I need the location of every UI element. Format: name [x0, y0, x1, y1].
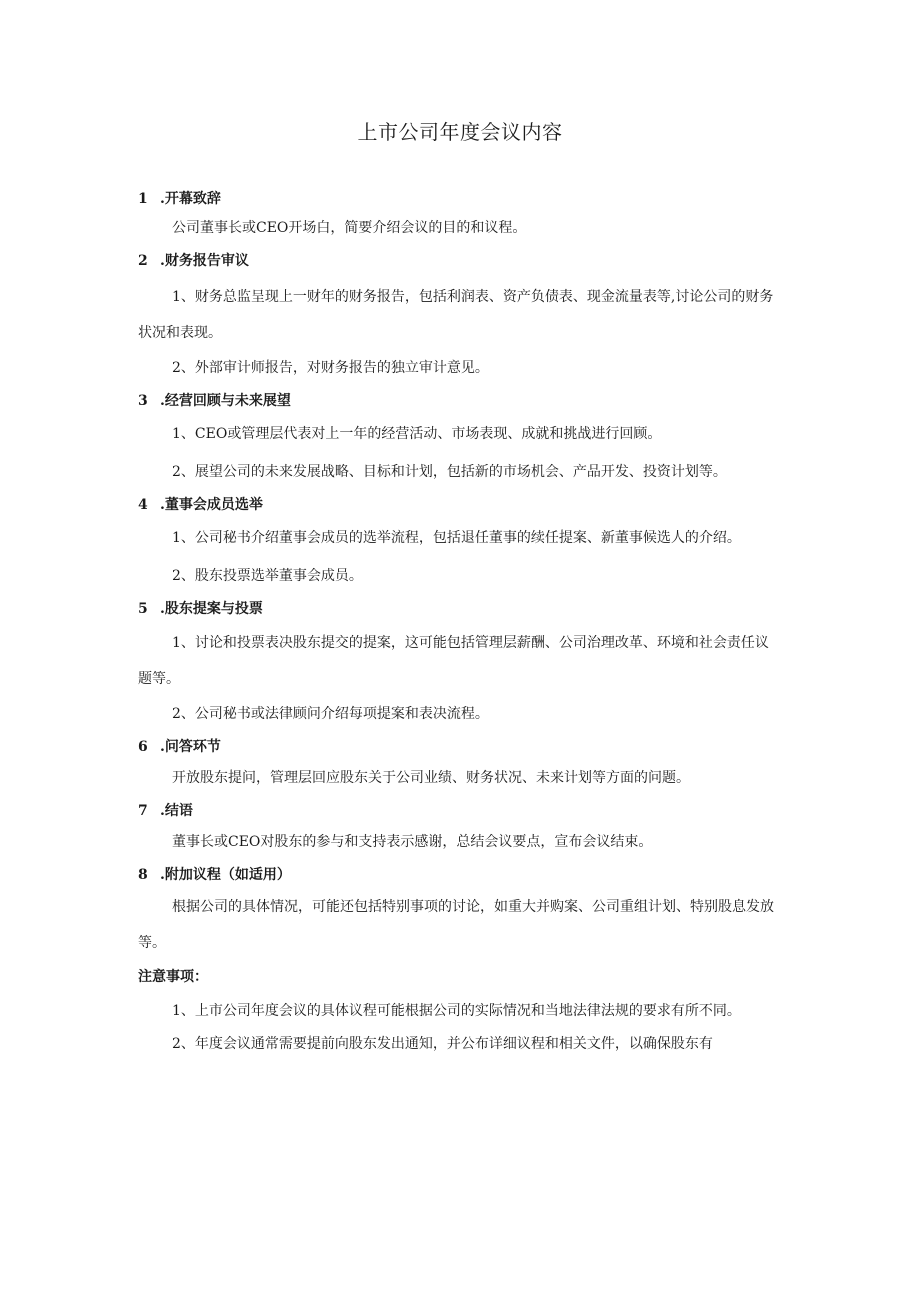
section-title: .开幕致辞: [160, 191, 221, 207]
section-3: [138, 389, 782, 489]
paragraph: 2、展望公司的未来发展战略、目标和计划，包括新的市场机会、产品开发、投资计划等。: [172, 464, 727, 480]
paragraph: 根据公司的具体情况，可能还包括特别事项的讨论，如重大并购案、公司重组计划、特别股息发放等。: [138, 899, 774, 951]
paragraph: 1、CEO或管理层代表对上一年的经营活动、市场表现、成就和挑战进行回顾。: [172, 426, 662, 442]
section-number: 2: [138, 253, 148, 269]
paragraph: 2、外部审计师报告，对财务报告的独立审计意见。: [172, 360, 489, 376]
paragraph: 1、公司秘书介绍董事会成员的选举流程，包括退任董事的续任提案、新董事候选人的介绍。: [172, 530, 741, 546]
note-item: 1、上市公司年度会议的具体议程可能根据公司的实际情况和当地法律法规的要求有所不同。: [172, 1003, 741, 1019]
notes-section: [138, 965, 782, 1061]
document-title: 上市公司年度会议内容: [357, 120, 563, 144]
section-title: .结语: [160, 803, 193, 819]
paragraph: 2、股东投票选举董事会成员。: [172, 568, 363, 584]
section-title: .董事会成员选举: [160, 497, 263, 513]
paragraph: 开放股东提问，管理层回应股东关于公司业绩、财务状况、未来计划等方面的问题。: [172, 770, 690, 786]
note-item: 2、年度会议通常需要提前向股东发出通知，并公布详细议程和相关文件，以确保股东有: [172, 1036, 713, 1052]
section-title: .附加议程（如适用）: [160, 867, 291, 883]
section-title: .股东提案与投票: [160, 601, 263, 617]
section-number: 8: [138, 867, 148, 883]
section-6: [138, 735, 782, 795]
section-title: .经营回顾与未来展望: [160, 393, 291, 409]
section-heading: [138, 863, 782, 887]
section-1: [138, 187, 782, 245]
section-2: [138, 249, 782, 385]
paragraph: 1、财务总监呈现上一财年的财务报告，包括利润表、资产负债表、现金流量表等,讨论公司的财务状况和表现。: [138, 289, 774, 341]
section-heading: [138, 597, 782, 621]
section-heading: [138, 493, 782, 517]
section-title: .财务报告审议: [160, 253, 249, 269]
section-heading: [138, 389, 782, 413]
section-number: 5: [138, 601, 148, 617]
section-number: 4: [138, 497, 148, 513]
paragraph: 2、公司秘书或法律顾问介绍每项提案和表决流程。: [172, 706, 489, 722]
section-5: [138, 597, 782, 731]
section-heading: [138, 799, 782, 823]
section-4: [138, 493, 782, 593]
section-heading: [138, 735, 782, 759]
section-7: [138, 799, 782, 859]
section-number: 1: [138, 191, 148, 207]
section-heading: [138, 187, 782, 211]
section-heading: [138, 249, 782, 273]
section-number: 3: [138, 393, 148, 409]
section-number: 7: [138, 803, 148, 819]
section-title: .问答环节: [160, 739, 221, 755]
paragraph: 1、讨论和投票表决股东提交的提案，这可能包括管理层薪酬、公司治理改革、环境和社会责任议题等。: [138, 635, 769, 687]
section-8: [138, 863, 782, 961]
paragraph: 公司董事长或CEO开场白，简要介绍会议的目的和议程。: [172, 220, 527, 236]
notes-heading: 注意事项：: [138, 969, 208, 985]
section-number: 6: [138, 739, 148, 755]
paragraph: 董事长或CEO对股东的参与和支持表示感谢，总结会议要点，宣布会议结束。: [172, 834, 653, 850]
